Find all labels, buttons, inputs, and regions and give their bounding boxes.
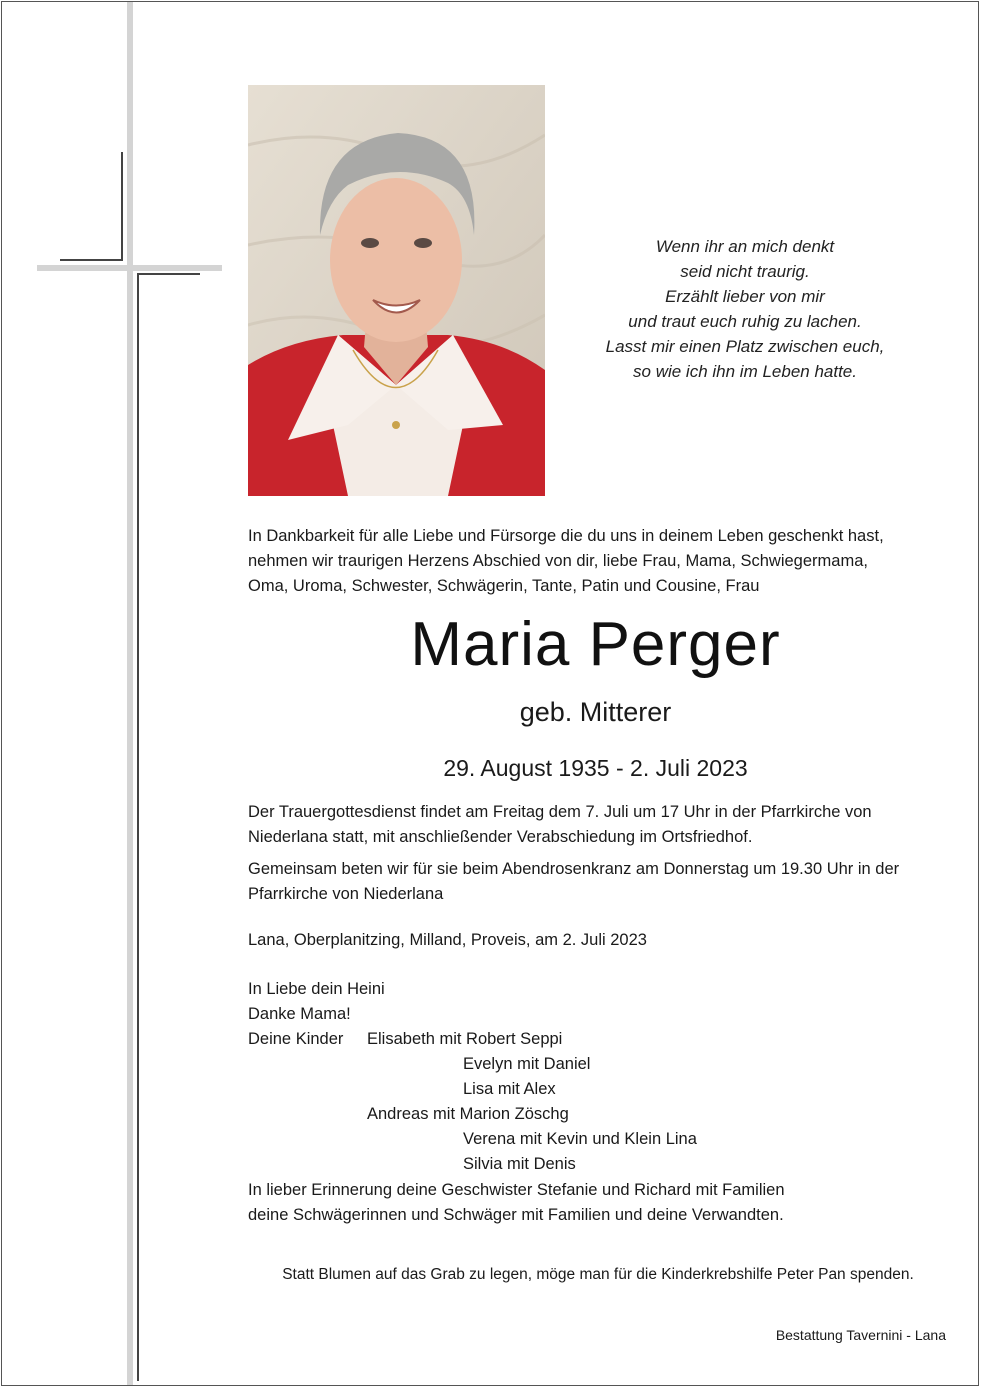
rosary-info bbox=[248, 857, 948, 907]
thanks-line: Danke Mama! bbox=[248, 1005, 351, 1023]
poem-line: Lasst mir einen Platz zwischen euch, bbox=[605, 337, 885, 356]
poem-line: seid nicht traurig. bbox=[680, 262, 810, 281]
undertaker-credit: Bestattung Tavernini - Lana bbox=[775, 1327, 946, 1343]
poem-line: so wie ich ihn im Leben hatte. bbox=[633, 362, 857, 381]
maiden-name: geb. Mitterer bbox=[519, 697, 672, 727]
child-entry: Evelyn mit Daniel bbox=[463, 1055, 591, 1073]
intro-line: In Dankbarkeit für alle Liebe und Fürsorge die du uns in deinem Leben geschenkt hast, bbox=[248, 527, 884, 545]
poem bbox=[560, 234, 930, 384]
service-line: Niederlana statt, mit anschließender Verabschiedung im Ortsfriedhof. bbox=[248, 828, 753, 846]
service-info bbox=[248, 800, 948, 850]
memory-line: deine Schwägerinnen und Schwäger mit Familien und deine Verwandten. bbox=[248, 1206, 784, 1224]
intro-line: Oma, Uroma, Schwester, Schwägerin, Tante, Patin und Cousine, Frau bbox=[248, 577, 760, 595]
service-line: Der Trauergottesdienst findet am Freitag dem 7. Juli um 17 Uhr in der Pfarrkirche von bbox=[248, 803, 872, 821]
husband-line: In Liebe dein Heini bbox=[248, 980, 385, 998]
child-entry: Lisa mit Alex bbox=[463, 1080, 556, 1098]
life-dates: 29. August 1935 - 2. Juli 2023 bbox=[443, 755, 748, 781]
place-date: Lana, Oberplanitzing, Milland, Proveis, am 2. Juli 2023 bbox=[248, 931, 647, 949]
child-entry: Andreas mit Marion Zöschg bbox=[367, 1105, 569, 1123]
donation-note: Statt Blumen auf das Grab zu legen, möge man für die Kinderkrebshilfe Peter Pan spenden. bbox=[282, 1266, 914, 1283]
child-entry: Verena mit Kevin und Klein Lina bbox=[463, 1130, 697, 1148]
children-label: Deine Kinder bbox=[248, 1030, 344, 1048]
poem-line: Erzählt lieber von mir bbox=[665, 287, 825, 306]
deceased-name: Maria Perger bbox=[410, 610, 781, 679]
rosary-line: Pfarrkirche von Niederlana bbox=[248, 885, 444, 903]
child-entry: Elisabeth mit Robert Seppi bbox=[367, 1030, 563, 1048]
rosary-line: Gemeinsam beten wir für sie beim Abendrosenkranz am Donnerstag um 19.30 Uhr in der bbox=[248, 860, 900, 878]
poem-line: und traut euch ruhig zu lachen. bbox=[628, 312, 862, 331]
child-entry: Silvia mit Denis bbox=[463, 1155, 576, 1173]
intro-text bbox=[248, 524, 948, 599]
portrait-photo bbox=[248, 85, 545, 496]
intro-line: nehmen wir traurigen Herzens Abschied von dir, liebe Frau, Mama, Schwiegermama, bbox=[248, 552, 868, 570]
memory-line: In lieber Erinnerung deine Geschwister Stefanie und Richard mit Familien bbox=[248, 1181, 785, 1199]
poem-line: Wenn ihr an mich denkt bbox=[655, 237, 835, 256]
